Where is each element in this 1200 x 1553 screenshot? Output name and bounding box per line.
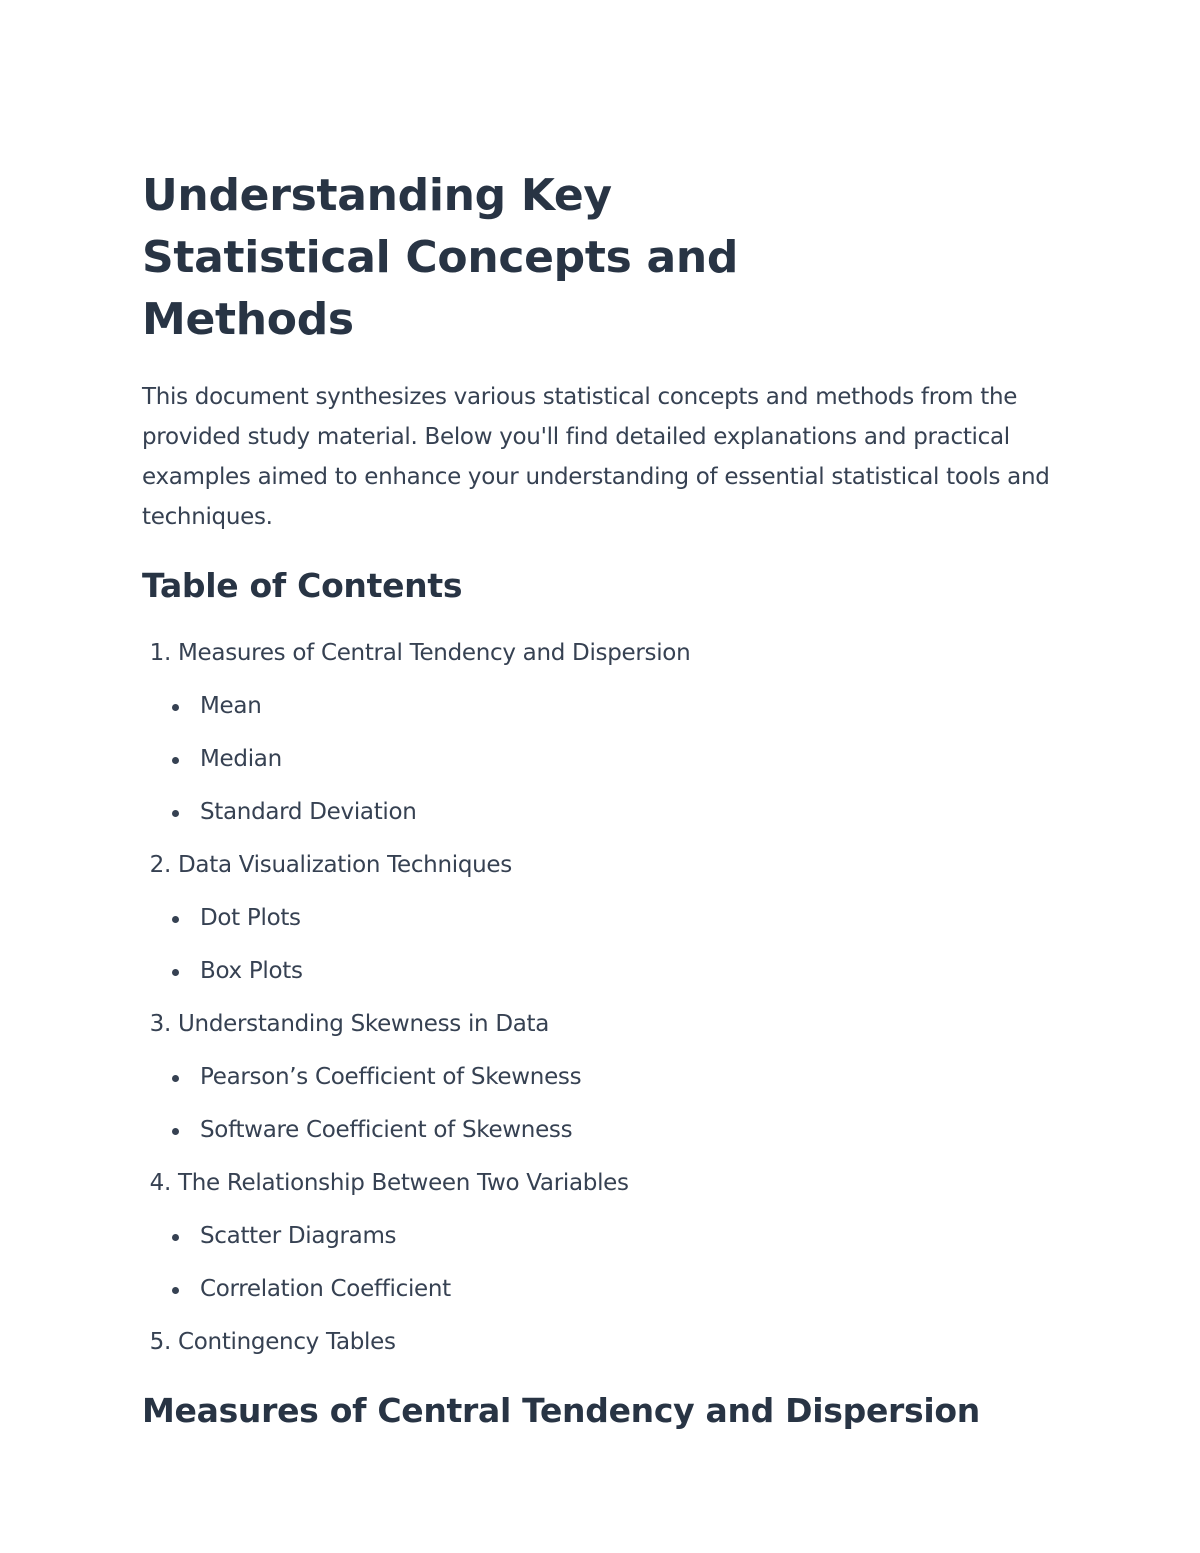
section-heading-central-tendency: Measures of Central Tendency and Dispersion bbox=[142, 1391, 980, 1430]
bullet-icon bbox=[172, 1287, 179, 1294]
toc-subitem-label: Pearson’s Coefficient of Skewness bbox=[200, 1064, 582, 1090]
toc-subitem-box-plots[interactable] bbox=[142, 945, 1072, 998]
toc-sublist bbox=[142, 1210, 1072, 1316]
toc-item-skewness[interactable] bbox=[142, 998, 1072, 1157]
toc-item-central-tendency[interactable] bbox=[142, 627, 1072, 839]
toc-subitem-label: Dot Plots bbox=[200, 905, 301, 931]
bullet-icon bbox=[172, 704, 179, 711]
toc-subitem-label: Mean bbox=[200, 693, 262, 719]
toc-subitem-software-skewness[interactable] bbox=[142, 1104, 1072, 1157]
toc-item-label: Contingency Tables bbox=[178, 1329, 396, 1355]
toc-subitem-standard-deviation[interactable] bbox=[142, 786, 1072, 839]
toc-subitem-scatter-diagrams[interactable] bbox=[142, 1210, 1072, 1263]
bullet-icon bbox=[172, 1234, 179, 1241]
toc-item-number: 5. bbox=[149, 1329, 171, 1355]
toc-item-label: The Relationship Between Two Variables bbox=[178, 1170, 629, 1196]
document-title: Understanding Key Statistical Concepts and Methods bbox=[142, 170, 739, 345]
document-page bbox=[142, 165, 1072, 1433]
toc-item-label: Understanding Skewness in Data bbox=[178, 1011, 550, 1037]
bullet-icon bbox=[172, 1075, 179, 1082]
toc-subitem-label: Box Plots bbox=[200, 958, 303, 984]
intro-paragraph: This document synthesizes various statistical concepts and methods from the provided study material. Below you'll find detailed explanations and practical examples aimed to enhance your understanding of essential statistical tools and techniques. bbox=[142, 384, 1050, 530]
toc-subitem-median[interactable] bbox=[142, 733, 1072, 786]
toc-item-number: 1. bbox=[149, 640, 171, 666]
toc-subitem-mean[interactable] bbox=[142, 680, 1072, 733]
toc-item-number: 3. bbox=[149, 1011, 171, 1037]
toc-sublist bbox=[142, 892, 1072, 998]
bullet-icon bbox=[172, 969, 179, 976]
toc-subitem-pearson-skewness[interactable] bbox=[142, 1051, 1072, 1104]
toc-sublist bbox=[142, 680, 1072, 839]
toc-subitem-label: Standard Deviation bbox=[200, 799, 417, 825]
toc-subitem-label: Correlation Coefficient bbox=[200, 1276, 451, 1302]
toc-subitem-dot-plots[interactable] bbox=[142, 892, 1072, 945]
toc-sublist bbox=[142, 1051, 1072, 1157]
toc-item-label: Data Visualization Techniques bbox=[178, 852, 512, 878]
toc-subitem-label: Software Coefficient of Skewness bbox=[200, 1117, 573, 1143]
bullet-icon bbox=[172, 1128, 179, 1135]
toc-item-label: Measures of Central Tendency and Dispersion bbox=[178, 640, 691, 666]
toc-subitem-label: Median bbox=[200, 746, 282, 772]
bullet-icon bbox=[172, 810, 179, 817]
toc-item-data-visualization[interactable] bbox=[142, 839, 1072, 998]
toc-heading: Table of Contents bbox=[142, 566, 463, 605]
bullet-icon bbox=[172, 916, 179, 923]
bullet-icon bbox=[172, 757, 179, 764]
toc-subitem-label: Scatter Diagrams bbox=[200, 1223, 397, 1249]
toc-item-number: 2. bbox=[149, 852, 171, 878]
table-of-contents bbox=[142, 627, 1072, 1369]
toc-item-contingency-tables[interactable] bbox=[142, 1316, 1072, 1369]
toc-subitem-correlation-coefficient[interactable] bbox=[142, 1263, 1072, 1316]
toc-item-number: 4. bbox=[149, 1170, 171, 1196]
toc-item-two-variables[interactable] bbox=[142, 1157, 1072, 1316]
